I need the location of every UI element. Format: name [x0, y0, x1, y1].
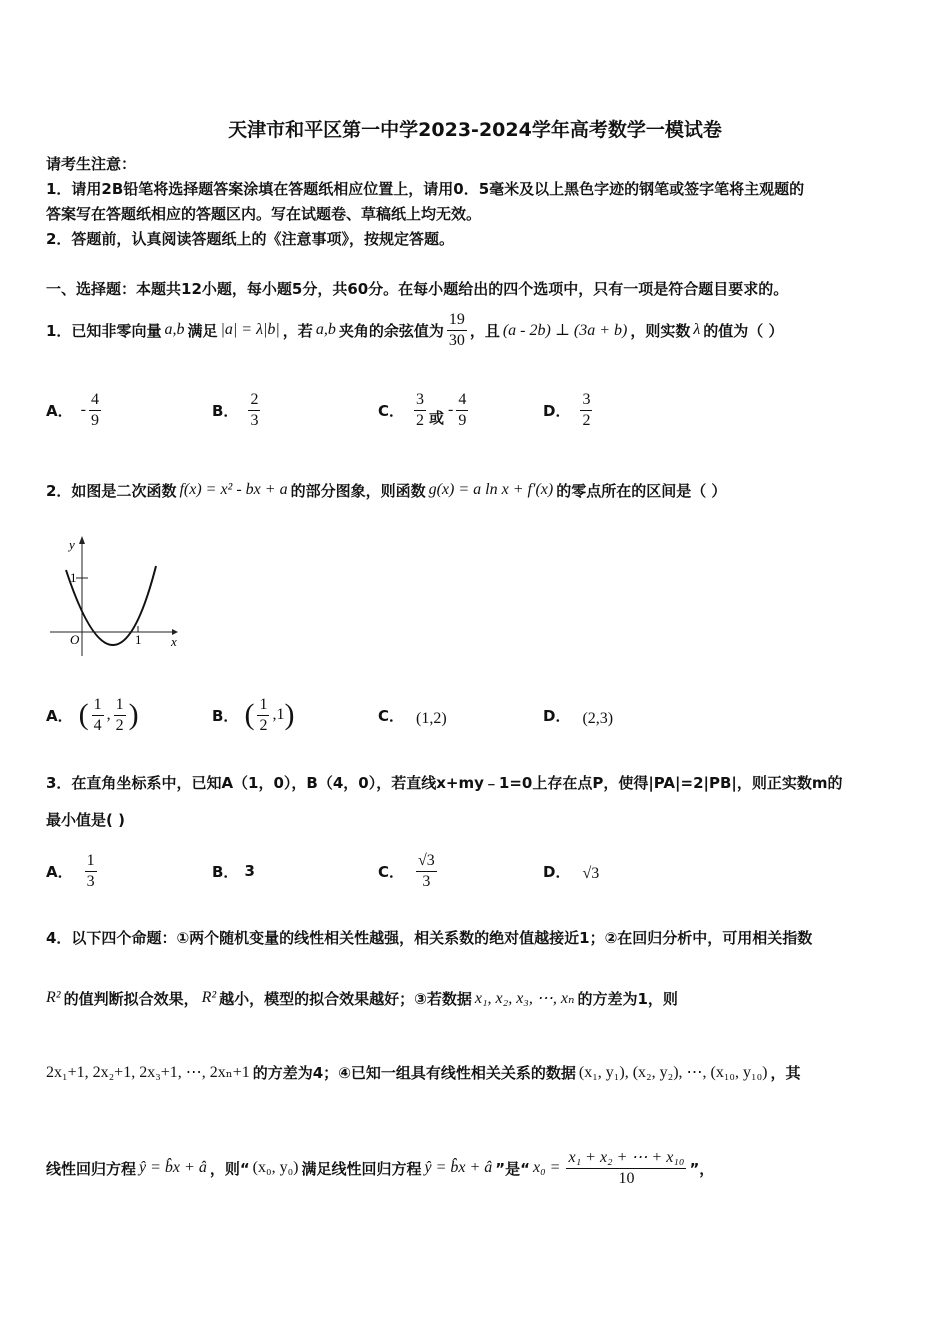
- q3-option-c-label: C．: [378, 862, 405, 881]
- q1-c-num1: 3: [414, 391, 426, 411]
- y-axis-arrow: [79, 536, 85, 544]
- q1-vectors: a,b: [164, 321, 185, 338]
- q4-line-4a: 线性回归方程: [46, 1159, 137, 1178]
- q3-a-num: 1: [85, 852, 97, 872]
- q1-d-den: 2: [582, 411, 591, 429]
- q4-line-4e: ”，: [689, 1159, 715, 1178]
- q1-b-den: 3: [250, 411, 259, 429]
- notice-heading: 请考生注意：: [46, 155, 137, 173]
- notice-line-3: 2．答题前，认真阅读答题纸上的《注意事项》，按规定答题。: [46, 230, 454, 248]
- q2-option-b-label: B．: [212, 706, 239, 725]
- q4-line-4d: ”是“: [495, 1159, 531, 1178]
- q3-option-b-label: B．: [212, 862, 239, 881]
- q2-a-n2: 1: [114, 696, 126, 716]
- q2-text-3: 的零点所在的区间是（ ）: [556, 481, 727, 500]
- q4-mean-num: x₁ + x₂ + ⋯ + x₁₀: [566, 1149, 686, 1169]
- q2-a-lparen: (: [78, 698, 89, 731]
- q4-regression-1: ŷ = b̂x + â: [139, 1159, 207, 1176]
- q1-text-6: ，则实数: [630, 321, 691, 340]
- q3-option-b-value: 3: [244, 862, 255, 880]
- q2-a-d2: 2: [115, 716, 124, 734]
- notice-line-2: 答案写在答题纸相应的答题区内。写在试题卷、草稿纸上均无效。: [46, 205, 482, 223]
- section-heading: 一、选择题：本题共12小题，每小题5分，共60分。在每小题给出的四个选项中，只有一项是符合题目要求的。: [46, 280, 789, 298]
- page-title: 天津市和平区第一中学2023-2024学年高考数学一模试卷: [228, 119, 722, 141]
- question-1: [46, 305, 784, 355]
- q3-option-a[interactable]: [46, 845, 100, 897]
- q3-option-d-value: √3: [582, 865, 600, 882]
- q4-line-2a: 的值判断拟合效果，: [63, 989, 199, 1008]
- q2-option-c[interactable]: [378, 690, 447, 740]
- q1-option-c-label: C．: [378, 401, 405, 420]
- q4-line-4: [46, 1140, 714, 1196]
- q1-option-c-sign: -: [448, 401, 454, 418]
- graph-y-one: 1: [70, 570, 77, 585]
- q3-option-c[interactable]: [378, 845, 440, 897]
- q2-a-n1: 1: [92, 696, 104, 716]
- q4-line-4b: ，则“: [209, 1159, 250, 1178]
- q4-mean-fraction: [566, 1149, 686, 1188]
- q1-option-a[interactable]: [46, 385, 104, 435]
- q4-regression-2: ŷ = b̂x + â: [424, 1159, 493, 1176]
- q1-option-d-fraction: [580, 391, 592, 430]
- q1-c-den2: 9: [458, 411, 467, 429]
- q2-option-a[interactable]: [46, 690, 139, 740]
- q2-option-a-label: A．: [46, 706, 73, 725]
- q1-b-num: 2: [248, 391, 260, 411]
- q4-line-1: 4．以下四个命题：①两个随机变量的线性相关性越强，相关系数的绝对值越接近1；②在回归分析中，可用相关指数: [46, 929, 813, 947]
- q1-d-num: 3: [580, 391, 592, 411]
- q2-option-d[interactable]: [543, 690, 613, 740]
- q4-r-squared-1: R²: [46, 989, 61, 1006]
- notice-line-1: 1．请用2B铅笔将选择题答案涂填在答题纸相应位置上，请用0．5毫米及以上黑色字迹的钢笔或签字笔将主观题的: [46, 180, 805, 198]
- q1-option-d[interactable]: [543, 385, 595, 435]
- q1-text-3: ，若: [282, 321, 313, 340]
- q1-cos-denominator: 30: [448, 331, 465, 349]
- q1-text-7: 的值为（ ）: [703, 321, 784, 340]
- q3-option-c-fraction: [416, 852, 437, 891]
- q1-option-c-fraction-1: [414, 391, 426, 430]
- q2-b-tail: ,1: [272, 706, 285, 723]
- q1-vectors-2: a,b: [315, 321, 336, 338]
- q1-cosine-fraction: [447, 311, 467, 350]
- q3-c-num: √3: [416, 852, 437, 872]
- q2-option-a-frac1: [92, 696, 104, 735]
- graph-x-label: x: [171, 634, 177, 649]
- q1-option-c-or: 或: [429, 408, 445, 427]
- graph-origin: O: [70, 632, 80, 647]
- q3-option-d[interactable]: [543, 845, 599, 897]
- q2-a-rparen: ): [128, 698, 139, 731]
- q4-transformed-data: 2x₁+1, 2x₂+1, 2x₃+1, ⋯, 2xₙ+1: [46, 1064, 250, 1081]
- q4-line-4c: 满足线性回归方程: [301, 1159, 422, 1178]
- q3-c-den: 3: [422, 872, 431, 890]
- q4-mean-den: 10: [618, 1169, 635, 1187]
- q4-line-3b: ，其: [770, 1063, 801, 1082]
- q2-option-d-label: D．: [543, 706, 571, 725]
- q1-c-den1: 2: [416, 411, 425, 429]
- q4-x0: x₀ =: [533, 1159, 561, 1176]
- q3-a-den: 3: [86, 872, 95, 890]
- q3-line-1: 3．在直角坐标系中，已知A（1，0），B（4，0），若直线x+my﹣1=0上存在点P，使得|PA|=2|PB|，则正实数m的: [46, 774, 843, 792]
- q4-line-2b: 越小，模型的拟合效果越好；③若数据: [219, 989, 472, 1008]
- q1-perpendicular: (a - 2b) ⊥ (3a + b): [502, 322, 628, 339]
- q3-line-2: 最小值是( ): [46, 811, 125, 829]
- q2-option-c-value: (1,2): [416, 710, 447, 727]
- q4-line-3a: 的方差为4；④已知一组具有线性相关关系的数据: [252, 1063, 576, 1082]
- q4-data-pairs: (x₁, y₁), (x₂, y₂), ⋯, (x₁₀, y₁₀): [578, 1064, 768, 1081]
- q4-r-squared-2: R²: [201, 989, 217, 1006]
- q4-line-3: [46, 1052, 801, 1092]
- q2-option-b-frac: [257, 696, 269, 735]
- q3-option-b[interactable]: [212, 845, 255, 897]
- q1-option-c[interactable]: [378, 385, 471, 435]
- q3-option-a-fraction: [85, 852, 97, 891]
- q4-point: (x₀, y₀): [252, 1159, 299, 1176]
- q1-option-a-sign: -: [80, 401, 86, 418]
- q1-option-c-fraction-2: [456, 391, 468, 430]
- q2-b-rparen: ): [284, 698, 295, 731]
- q2-text-1: 2．如图是二次函数: [46, 481, 177, 500]
- q1-c-num2: 4: [456, 391, 468, 411]
- q1-a-den: 9: [90, 411, 99, 429]
- q4-line-2: [46, 978, 678, 1018]
- q1-a-num: 4: [89, 391, 101, 411]
- q2-option-a-frac2: [114, 696, 126, 735]
- q3-option-a-label: A．: [46, 862, 73, 881]
- q4-line-2c: 的方差为1，则: [577, 989, 678, 1008]
- q2-option-d-value: (2,3): [582, 710, 614, 727]
- q2-b-lparen: (: [244, 698, 255, 731]
- q1-option-a-fraction: [89, 391, 101, 430]
- q1-text-2: 满足: [187, 321, 218, 340]
- q1-option-d-label: D．: [543, 401, 571, 420]
- q2-b-d1: 2: [259, 716, 268, 734]
- q1-text-1: 1．已知非零向量: [46, 321, 162, 340]
- q1-option-b[interactable]: [212, 385, 263, 435]
- q2-function-g: g(x) = a ln x + f′(x): [428, 481, 554, 498]
- q2-a-d1: 4: [93, 716, 102, 734]
- q1-option-a-label: A．: [46, 401, 73, 420]
- q2-text-2: 的部分图象，则函数: [290, 481, 426, 500]
- graph-y-label: y: [69, 537, 75, 552]
- q4-data-x: x₁, x₂, x₃, ⋯, xₙ: [474, 990, 575, 1007]
- q3-option-d-label: D．: [543, 862, 571, 881]
- q2-option-c-label: C．: [378, 706, 405, 725]
- q2-a-comma: ,: [106, 706, 111, 723]
- q1-option-b-fraction: [248, 391, 260, 430]
- q1-magnitude-relation: |a| = λ|b|: [220, 321, 280, 338]
- q1-option-b-label: B．: [212, 401, 239, 420]
- q1-lambda: λ: [693, 321, 701, 338]
- q2-option-b[interactable]: [212, 690, 294, 740]
- q1-text-4: 夹角的余弦值为: [338, 321, 444, 340]
- graph-x-one: 1: [135, 632, 142, 647]
- q1-text-5: ，且: [469, 321, 500, 340]
- q2-function-f: f(x) = x² - bx + a: [179, 481, 288, 498]
- parabola-graph: [46, 532, 186, 660]
- q1-cos-numerator: 19: [447, 311, 467, 331]
- question-2: [46, 468, 726, 512]
- q2-b-n1: 1: [257, 696, 269, 716]
